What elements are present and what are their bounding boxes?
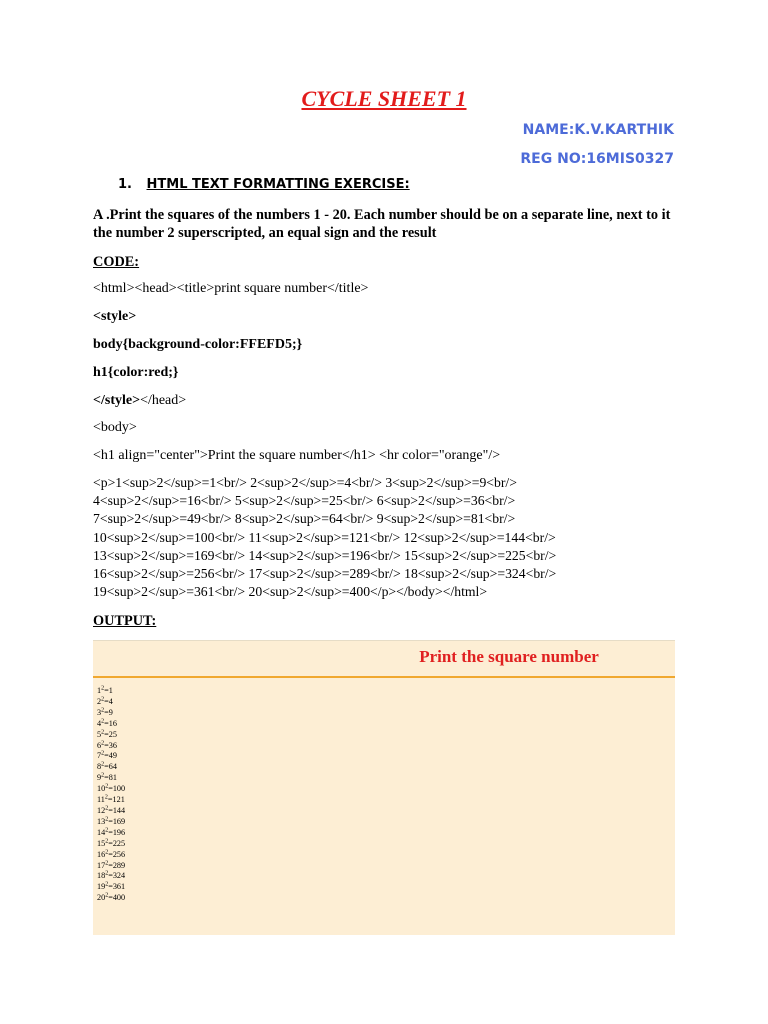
code-line: <html><head><title>print square number</title> [93, 281, 369, 296]
output-square-row [97, 773, 125, 784]
square-equals: = [108, 805, 113, 815]
square-exponent: 2 [105, 783, 109, 790]
square-base: 9 [97, 773, 102, 783]
output-square-row [97, 882, 125, 893]
square-base: 5 [97, 729, 102, 739]
output-square-row [97, 861, 125, 872]
square-exponent: 2 [105, 837, 109, 844]
square-base: 16 [97, 849, 106, 859]
output-preview [93, 640, 675, 935]
square-result: 64 [108, 762, 117, 772]
code-line: 16<sup>2</sup>=256<br/> 17<sup>2</sup>=289<br/> 18<sup>2</sup>=324<br/> [93, 566, 557, 582]
section-heading [118, 177, 410, 192]
square-base: 13 [97, 816, 106, 826]
square-equals: = [104, 729, 109, 739]
square-equals: = [108, 838, 113, 848]
square-base: 2 [97, 696, 102, 706]
square-exponent: 2 [105, 892, 109, 899]
output-square-row [97, 828, 125, 839]
square-result: 289 [112, 860, 126, 870]
square-equals: = [104, 751, 109, 761]
square-base: 19 [97, 882, 106, 892]
square-result: 81 [108, 773, 117, 783]
square-equals: = [104, 686, 109, 695]
square-exponent: 2 [101, 685, 105, 692]
square-exponent: 2 [101, 761, 105, 768]
square-exponent: 2 [101, 739, 105, 746]
square-base: 4 [97, 718, 102, 728]
code-line: body{background-color:FFEFD5;} [93, 337, 303, 352]
square-exponent: 2 [101, 750, 105, 757]
square-base: 6 [97, 740, 102, 750]
square-base: 11 [97, 795, 105, 805]
code-line: <p>1<sup>2</sup>=1<br/> 2<sup>2</sup>=4<br/> 3<sup>2</sup>=9<br/> [93, 475, 517, 490]
square-equals: = [104, 773, 109, 783]
output-square-row [97, 839, 125, 850]
square-equals: = [108, 871, 113, 881]
output-square-row [97, 893, 125, 904]
output-square-row [97, 795, 125, 806]
output-square-row [97, 817, 125, 828]
question-text: A .Print the squares of the numbers 1 - 20. Each number should be on a separate line, next to it the number 2 superscripted, an equal sign and the result [93, 207, 671, 241]
square-exponent: 2 [101, 717, 105, 724]
square-exponent: 2 [104, 794, 108, 801]
code-line [93, 392, 683, 410]
square-result: 4 [108, 696, 113, 706]
square-base: 18 [97, 871, 106, 881]
code-label: CODE: [93, 254, 140, 270]
square-result: 225 [112, 838, 126, 848]
square-result: 256 [112, 849, 126, 859]
code-line: h1{color:red;} [93, 365, 179, 380]
registration-number: REG NO:16MIS0327 [520, 151, 674, 167]
square-equals: = [104, 707, 109, 717]
square-result: 16 [108, 718, 117, 728]
square-exponent: 2 [105, 805, 109, 812]
square-result: 144 [112, 805, 126, 815]
square-equals: = [104, 762, 109, 772]
square-equals: = [108, 893, 113, 903]
square-equals: = [108, 860, 113, 870]
square-result: 100 [112, 784, 126, 794]
square-base: 20 [97, 893, 106, 903]
code-line: <body> [93, 420, 137, 435]
square-equals: = [104, 696, 109, 706]
square-base: 15 [97, 838, 106, 848]
square-exponent: 2 [105, 859, 109, 866]
output-square-row [97, 784, 125, 795]
square-base: 12 [97, 805, 106, 815]
square-equals: = [104, 740, 109, 750]
square-base: 7 [97, 751, 102, 761]
square-result: 25 [108, 729, 117, 739]
code-line: 10<sup>2</sup>=100<br/> 11<sup>2</sup>=121<br/> 12<sup>2</sup>=144<br/> [93, 529, 556, 545]
square-result: 9 [108, 707, 113, 717]
code-line: 19<sup>2</sup>=361<br/> 20<sup>2</sup>=400</p></body></html> [93, 584, 488, 600]
square-exponent: 2 [101, 707, 105, 714]
section-title: HTML TEXT FORMATTING EXERCISE: [146, 177, 410, 192]
code-line: <h1 align="center">Print the square number</h1> <hr color="orange"/> [93, 448, 501, 463]
square-equals: = [108, 827, 113, 837]
square-exponent: 2 [105, 827, 109, 834]
square-equals: = [108, 816, 113, 826]
square-exponent: 2 [105, 816, 109, 823]
output-square-row [97, 850, 125, 861]
square-result: 49 [108, 751, 117, 761]
square-equals: = [108, 784, 113, 794]
student-name: NAME:K.V.KARTHIK [522, 122, 674, 138]
square-exponent: 2 [101, 696, 105, 703]
square-result: 1 [108, 686, 113, 695]
square-equals: = [108, 882, 113, 892]
square-exponent: 2 [105, 870, 109, 877]
square-base: 17 [97, 860, 106, 870]
square-exponent: 2 [101, 772, 105, 779]
output-heading: Print the square number [419, 647, 599, 666]
output-divider [93, 676, 675, 678]
page-title: CYCLE SHEET 1 [301, 86, 467, 111]
square-exponent: 2 [105, 848, 109, 855]
output-square-row [97, 871, 125, 882]
square-result: 121 [112, 795, 125, 805]
code-block [93, 474, 683, 601]
square-base: 3 [97, 707, 102, 717]
output-label: OUTPUT: [93, 613, 157, 629]
square-base: 10 [97, 784, 106, 794]
square-result: 196 [112, 827, 126, 837]
square-exponent: 2 [101, 728, 105, 735]
square-base: 14 [97, 827, 106, 837]
output-square-row [97, 806, 125, 817]
code-line: <style> [93, 309, 137, 324]
square-equals: = [108, 849, 113, 859]
code-fragment: </style> [93, 393, 141, 408]
section-number: 1. [118, 177, 132, 192]
square-equals: = [104, 718, 109, 728]
square-base: 1 [97, 686, 102, 695]
code-line: 4<sup>2</sup>=16<br/> 5<sup>2</sup>=25<br/> 6<sup>2</sup>=36<br/> [93, 493, 516, 509]
square-result: 169 [112, 816, 126, 826]
square-result: 400 [112, 893, 126, 903]
square-base: 8 [97, 762, 102, 772]
output-squares-list [97, 686, 125, 904]
square-result: 324 [112, 871, 126, 881]
square-exponent: 2 [105, 881, 109, 888]
code-line: 13<sup>2</sup>=169<br/> 14<sup>2</sup>=196<br/> 15<sup>2</sup>=225<br/> [93, 547, 557, 563]
square-result: 361 [112, 882, 126, 892]
square-result: 36 [108, 740, 117, 750]
square-equals: = [107, 795, 113, 805]
code-line: 7<sup>2</sup>=49<br/> 8<sup>2</sup>=64<br/> 9<sup>2</sup>=81<br/> [93, 511, 516, 527]
code-fragment: </head> [140, 393, 187, 408]
